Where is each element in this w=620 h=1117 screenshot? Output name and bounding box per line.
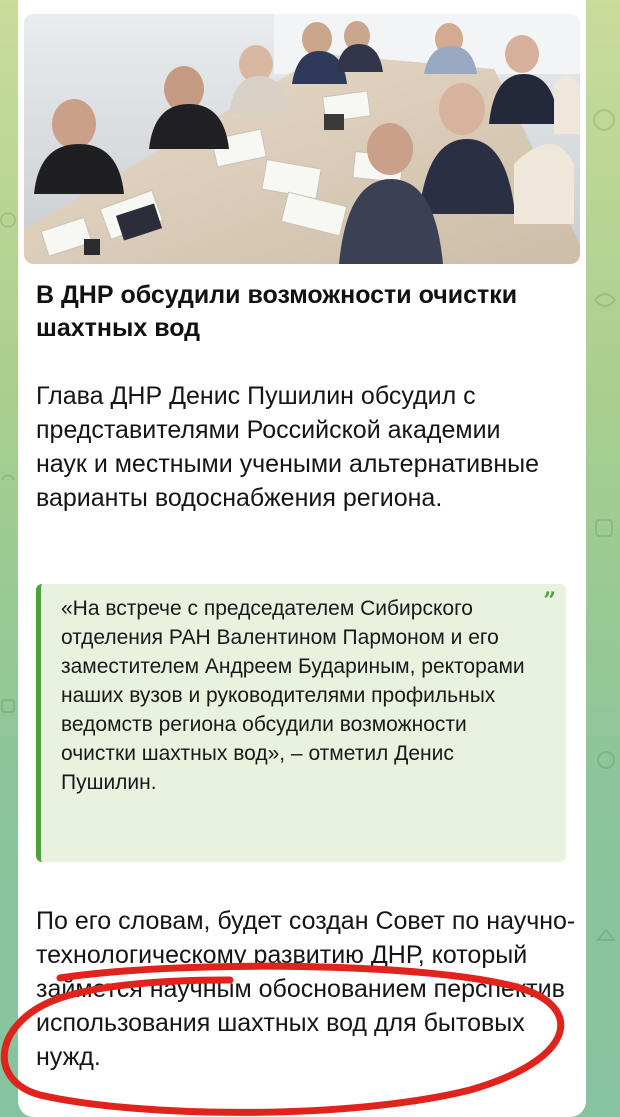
quote-text: «На встрече с председателем Сибирского отделения РАН Валентином Пармоном и его заместителем Андреем Будариным, ректорами наших вузов и руководителями профильных ведомств региона обсудили возможности очистки шахтных вод», – отметил Денис Пушилин. — [61, 597, 525, 794]
post-paragraph-intro: Глава ДНР Денис Пушилин обсудил с представителями Российской академии наук и местными учеными альтернативные варианты водоснабжения региона. — [36, 382, 540, 512]
post-paragraph-council: По его словам, будет создан Совет по научно-технологическому развитию ДНР, который займется научным обоснованием перспектив использования шахтных вод для бытовых нужд. — [36, 907, 576, 1071]
quote-mark-icon: ” — [543, 588, 556, 614]
meeting-photo[interactable] — [24, 14, 580, 264]
post-headline: В ДНР обсудили возможности очистки шахтных вод — [36, 281, 518, 342]
meeting-photo-illustration — [24, 14, 580, 264]
message-bubble — [18, 0, 586, 1117]
quote-block — [36, 584, 566, 862]
